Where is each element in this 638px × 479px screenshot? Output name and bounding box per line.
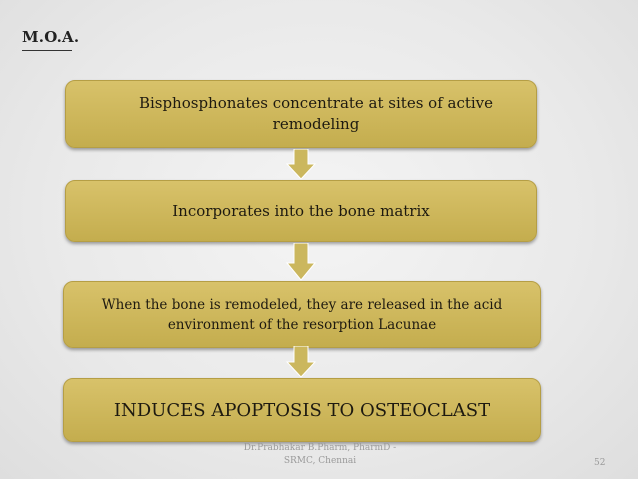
slide-title: M.O.A. xyxy=(22,28,80,46)
flow-step-1 xyxy=(65,80,537,148)
flow-step-3 xyxy=(63,281,541,348)
down-arrow-icon xyxy=(286,149,316,180)
footer-line-2: SRMC, Chennai xyxy=(283,456,357,466)
flow-step-4-label: INDUCES APOPTOSIS TO OSTEOCLAST xyxy=(113,399,491,421)
footer-credit xyxy=(200,442,440,468)
flow-step-1-line-2: remodeling xyxy=(272,115,360,133)
page-number: 52 xyxy=(594,458,606,468)
flow-step-1-line-1: Bisphosphonates concentrate at sites of active xyxy=(138,94,494,112)
flow-step-4 xyxy=(63,378,541,442)
down-arrow-icon xyxy=(286,243,316,281)
flow-step-3-line-2: environment of the resorption Lacunae xyxy=(167,316,437,333)
down-arrow-icon xyxy=(286,346,316,378)
flow-step-2 xyxy=(65,180,537,242)
flow-step-3-line-1: When the bone is remodeled, they are released in the acid xyxy=(101,296,503,313)
flow-step-2-label: Incorporates into the bone matrix xyxy=(172,202,430,220)
footer-line-1: Dr.Prabhakar B.Pharm, PharmD - xyxy=(243,443,397,453)
title-underline xyxy=(22,50,72,51)
